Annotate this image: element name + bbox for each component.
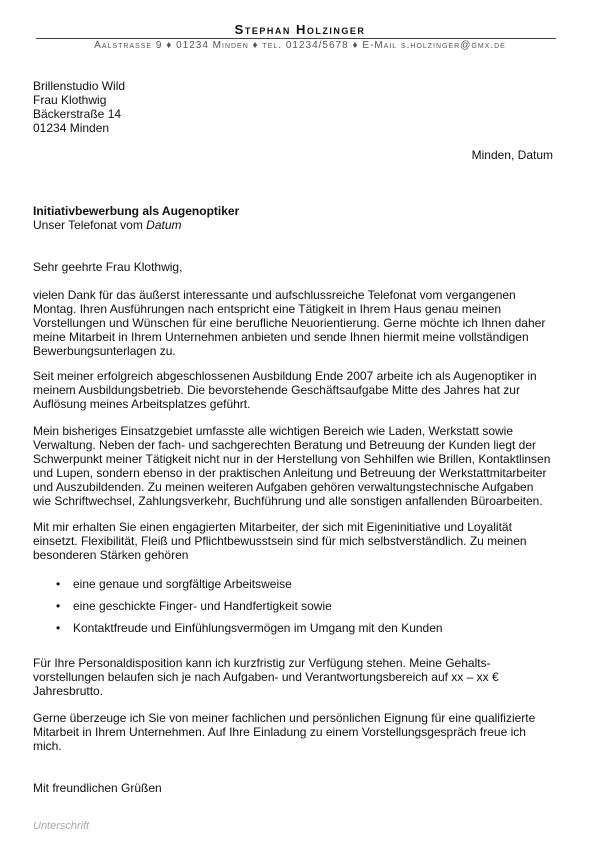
subject-block [33, 204, 239, 232]
strengths-list [56, 577, 443, 643]
bullet-icon: • [56, 577, 61, 591]
paragraph-line: meinem Ausbildungsbetrieb. Die bevorstehende Geschäftsaufgabe Mitte des Jahres hat zur [33, 383, 520, 397]
paragraph-line: meine Mitarbeit in Ihrem Unternehmen anbieten und sende Ihnen hiermit meine vollständigen [33, 330, 529, 344]
paragraph-background [33, 369, 563, 411]
paragraph-line: Gerne überzeuge ich Sie von meiner fachlichen und persönlichen Eignung für eine qualifizierte [33, 711, 536, 725]
paragraph-line: einsetzt. Flexibilität, Fleiß und Pflichtbewusstsein sind für mich selbstverständlich. Zu meinen [33, 534, 527, 548]
list-item-text: Kontaktfreude und Einfühlungsvermögen im Umgang mit den Kunden [73, 621, 443, 635]
paragraph-line: Mit mir erhalten Sie einen engagierten Mitarbeiter, der sich mit Eigeninitiative und Loyalität [33, 520, 512, 534]
paragraph-line: wie Schriftwechsel, Zahlungsverkehr, Buchführung und alle sonstigen anfallenden Büroarbeiten. [33, 494, 543, 508]
recipient-city: 01234 Minden [33, 121, 110, 135]
paragraph-line: vorstellungen belaufen sich je nach Aufgaben- und Verantwortungsbereich auf xx – xx € [33, 670, 499, 684]
subject-ref-date: Datum [146, 218, 182, 232]
list-item-text: eine geschickte Finger- und Handfertigkeit sowie [73, 599, 332, 613]
paragraph-line: Mitarbeit in Ihrem Unternehmen. Auf Ihre Einladung zu einem Vorstellungsgespräch freue ich [33, 725, 526, 739]
paragraph-line: Seit meiner erfolgreich abgeschlossenen Ausbildung Ende 2007 arbeite ich als Augenoptiker in [33, 369, 537, 383]
letterhead-contact: Aalstrasse 9 ♦ 01234 Minden ♦ tel. 01234/5678 ♦ E-Mail s.holzinger@gmx.de [94, 40, 506, 51]
subject-title: Initiativbewerbung als Augenoptiker [33, 204, 240, 218]
subject-ref-prefix: Unser Telefonat vom [33, 218, 147, 232]
paragraph-line: Mein bisheriges Einsatzgebiet umfasste alle wichtigen Bereich wie Laden, Werkstatt sowie [33, 424, 514, 438]
paragraph-line: Für Ihre Personaldisposition kann ich kurzfristig zur Verfügung stehen. Meine Gehalts- [33, 656, 491, 670]
letterhead-rule [36, 38, 556, 39]
paragraph-experience [33, 424, 563, 508]
paragraph-line: Montag. Ihren Ausführungen nach entspricht eine Tätigkeit in Ihrem Haus genau meinen [33, 302, 502, 316]
bullet-icon: • [56, 621, 61, 635]
signature-placeholder: Unterschrift [33, 820, 90, 832]
paragraph-line: Auflösung meines Arbeitsplatzes geführt. [33, 397, 251, 411]
list-item [56, 599, 443, 621]
date-line: Minden, Datum [471, 148, 553, 162]
paragraph-closing [33, 711, 563, 753]
subject-reference [33, 218, 239, 232]
paragraph-line: Bewerbungsunterlagen zu. [33, 344, 176, 358]
paragraph-line: vielen Dank für das äußerst interessante und aufschlussreiche Telefonat vom vergangenen [33, 288, 516, 302]
list-item-text: eine genaue und sorgfältige Arbeitsweise [73, 577, 292, 591]
recipient-street: Bäckerstraße 14 [33, 107, 122, 121]
paragraph-availability [33, 656, 563, 698]
paragraph-line: besonderen Stärken gehören [33, 548, 189, 562]
paragraph-line: und Auszubildenden. Zu meinen weiteren Aufgaben gehören verwaltungstechnische Aufgaben [33, 480, 534, 494]
paragraph-line: Vorstellungen und Wünschen für eine berufliche Neuorientierung. Gerne möchte ich Ihnen daher [33, 316, 546, 330]
recipient-person: Frau Klothwig [33, 93, 107, 107]
list-item [56, 577, 443, 599]
salutation: Sehr geehrte Frau Klothwig, [33, 260, 183, 274]
paragraph-line: mich. [33, 739, 62, 753]
closing-formula: Mit freundlichen Grüßen [33, 781, 162, 795]
paragraph-qualities [33, 520, 563, 562]
recipient-company: Brillenstudio Wild [33, 79, 126, 93]
recipient-address [33, 79, 125, 135]
paragraph-line: und Lupen, sondern ebenso in der praktischen Anleitung und Betreuung der Werkstattmitarbeiter [33, 466, 547, 480]
paragraph-line: Jahresbrutto. [33, 684, 104, 698]
paragraph-line: Schwerpunkt meiner Tätigkeit nicht nur in der Herstellung von Sehhilfen wie Brillen, Kontaktlinsen [33, 452, 551, 466]
paragraph-intro [33, 288, 563, 358]
letterhead-name: Stephan Holzinger [234, 22, 366, 37]
list-item [56, 621, 443, 643]
bullet-icon: • [56, 599, 61, 613]
paragraph-line: Verwaltung. Neben der fach- und sachgerechten Beratung und Betreuung der Kunden liegt der [33, 438, 537, 452]
